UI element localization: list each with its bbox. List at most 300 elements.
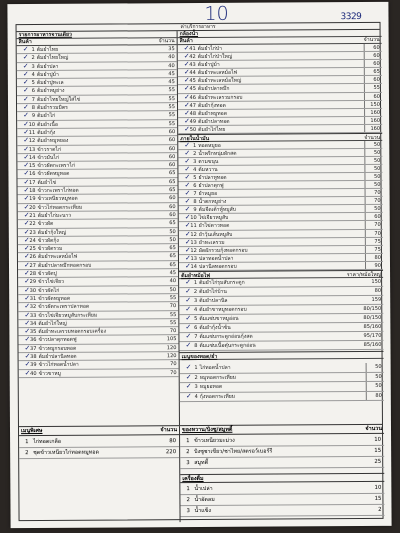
check-mark-icon: ✓ xyxy=(184,157,191,166)
item-number: 12 xyxy=(190,247,197,254)
item-name: ข้าวผัดกุ้ง xyxy=(37,237,59,244)
item-name: ผัดผักรวมกุ้งทอดกรอบ xyxy=(198,247,248,254)
item-price: 50 xyxy=(169,236,176,244)
item-name: น้ำตกหมูย่าง xyxy=(198,199,227,206)
item-number: 4 xyxy=(31,71,35,78)
check-mark-icon: ✓ xyxy=(184,149,191,158)
item-number: 1 xyxy=(193,280,198,287)
item-number: 21 xyxy=(29,212,36,219)
check-mark-icon: ✓ xyxy=(185,323,192,332)
item-number: 22 xyxy=(29,221,36,228)
item-price: 40 xyxy=(169,278,177,285)
item-number: 1 xyxy=(186,486,190,493)
item-number: 30 xyxy=(29,287,37,294)
item-number: 45 xyxy=(189,78,196,85)
item-price: 45 xyxy=(168,71,175,78)
item-name: ต้มยำกุ้งทอด xyxy=(198,102,226,109)
item-number: 8 xyxy=(193,199,197,206)
item-name: ต้มยำปูม้า xyxy=(197,62,220,69)
check-mark-icon: ✓ xyxy=(24,269,30,278)
item-number: 33 xyxy=(29,312,37,319)
item-price: 65 xyxy=(364,68,382,75)
item-price: 70 xyxy=(169,303,177,310)
item-price: 70 xyxy=(365,197,383,204)
check-mark-icon: ✓ xyxy=(23,111,29,120)
item-price: 50 xyxy=(364,181,382,188)
item-name: ต้มยำปูทะเล xyxy=(36,80,64,87)
right-top-list xyxy=(178,44,383,134)
check-mark-icon: ✓ xyxy=(184,221,191,230)
item-name: ข้าวไก่ทอดกระเทียม xyxy=(37,204,83,211)
check-mark-icon: ✓ xyxy=(22,69,29,78)
item-number: 12 xyxy=(28,138,36,145)
item-name: น้ำเปล่า xyxy=(194,485,213,493)
item-price: 35 xyxy=(168,46,175,53)
item-number: 46 xyxy=(189,94,196,101)
check-mark-icon: ✓ xyxy=(185,278,192,287)
item-number: 1 xyxy=(194,365,198,372)
order-form xyxy=(16,22,384,521)
item-number: 3 xyxy=(193,298,198,305)
item-name: ต้มหวาน xyxy=(198,167,218,174)
item-price: 220 xyxy=(165,449,177,456)
item-price: 70 xyxy=(365,189,383,196)
item-name: ข้าวไก่ทอดน้ำปลา xyxy=(38,362,79,369)
check-mark-icon: ✓ xyxy=(23,161,30,170)
item-price: 70 xyxy=(365,221,383,228)
item-number: 11 xyxy=(190,223,197,230)
item-number: 5 xyxy=(194,316,198,323)
item-price: 55 xyxy=(168,95,176,102)
item-number: 13 xyxy=(28,146,36,153)
check-mark-icon: ✓ xyxy=(24,285,31,294)
item-name: ต้มยำไข่ xyxy=(37,179,57,186)
check-mark-icon: ✓ xyxy=(23,260,30,269)
item-price: 159 xyxy=(371,296,382,303)
item-number: 14 xyxy=(28,154,36,161)
item-number: 7 xyxy=(31,96,36,103)
item-price: 60 xyxy=(169,212,176,219)
check-mark-icon: ✓ xyxy=(24,302,31,311)
item-number: 4 xyxy=(194,393,198,400)
item-number: 7 xyxy=(194,334,198,341)
item-name: หมูยอทอด xyxy=(199,383,223,391)
left-section-head: รายการอาหารจานเดียว xyxy=(17,31,177,39)
item-number: 6 xyxy=(193,183,197,190)
item-number: 9 xyxy=(31,113,36,120)
check-mark-icon: ✓ xyxy=(185,382,192,391)
item-number: 47 xyxy=(189,102,197,109)
check-mark-icon: ✓ xyxy=(23,128,30,137)
item-number: 50 xyxy=(189,126,197,133)
item-price: 150 xyxy=(364,101,382,108)
check-mark-icon: ✓ xyxy=(22,45,29,54)
item-number: 1 xyxy=(186,438,190,445)
item-name: ไก่ทอดเกลือ xyxy=(33,438,62,446)
item-name: น้ำพริกหนุ่มผักสด xyxy=(198,150,237,158)
check-mark-icon: ✓ xyxy=(184,141,191,150)
item-number: 2 xyxy=(186,449,190,456)
item-price: 120 xyxy=(166,344,177,351)
item-price: 70 xyxy=(170,369,177,376)
item-price: 65 xyxy=(169,187,176,194)
item-price: 60 xyxy=(364,52,382,59)
item-price: 40 xyxy=(168,54,175,61)
item-price: 160 xyxy=(364,125,382,132)
item-price: 80/150 xyxy=(363,314,382,321)
item-number: 2 xyxy=(194,374,198,381)
item-price: 160 xyxy=(364,109,382,116)
item-price: 25 xyxy=(374,458,382,465)
item-name: ไข่เจียวหมูสับ xyxy=(198,215,229,222)
item-number: 25 xyxy=(29,246,36,253)
item-price: 75 xyxy=(365,237,383,244)
item-name: ต้มยำไก่รุมสับกระดูก xyxy=(199,279,245,287)
item-number: 6 xyxy=(31,88,35,95)
item-number: 4 xyxy=(193,167,197,174)
item-name: ข้าวไข่เจียวหมูสับกระเทียม xyxy=(38,312,98,319)
bottom-row xyxy=(180,505,384,517)
item-number: 1 xyxy=(193,143,197,150)
check-mark-icon: ✓ xyxy=(184,116,191,125)
item-price: 65 xyxy=(168,178,176,185)
right-top-head: กล้องน้ำ xyxy=(178,30,382,38)
check-mark-icon: ✓ xyxy=(23,210,30,220)
item-name: ต้มยำไก่ xyxy=(37,113,56,120)
item-price: 60 xyxy=(364,60,382,67)
check-mark-icon: ✓ xyxy=(184,229,191,238)
item-name: ต้มยำปลาหมึกทอดกรอบ xyxy=(37,262,92,269)
check-mark-icon: ✓ xyxy=(23,177,30,186)
check-mark-icon: ✓ xyxy=(23,194,30,203)
item-name: ตามขนุน xyxy=(198,158,219,166)
item-number: 28 xyxy=(29,271,37,278)
check-mark-icon: ✓ xyxy=(184,189,191,198)
item-name: ต้มยำรวมมิตร xyxy=(37,104,68,112)
item-price: 70 xyxy=(365,229,383,236)
right-top-subhead: สินค้า จำนวน xyxy=(178,37,382,45)
item-price: 160 xyxy=(364,117,382,124)
item-price: 55 xyxy=(169,319,177,326)
item-price: 120 xyxy=(166,353,177,360)
bottom-left-head: เมนูพิเศษ จำนวน xyxy=(19,426,179,436)
bottom-row xyxy=(180,457,384,469)
item-number: 2 xyxy=(31,55,35,62)
check-mark-icon: ✓ xyxy=(23,219,30,228)
item-name: ต้มแซ่บเนื้อตุ๋นกระดูกอ่อน xyxy=(199,342,256,350)
check-mark-icon: ✓ xyxy=(185,287,192,296)
item-number: 41 xyxy=(189,46,196,53)
item-price: 60 xyxy=(168,162,176,169)
check-mark-icon: ✓ xyxy=(185,332,192,341)
item-name: ข้าวปลาดุกทอดฟู xyxy=(38,337,77,344)
check-mark-icon: ✓ xyxy=(183,52,190,61)
item-price: 60 xyxy=(169,195,176,202)
item-price: 45 xyxy=(168,79,175,86)
check-mark-icon: ✓ xyxy=(22,94,29,103)
left-item-list xyxy=(17,45,179,378)
check-mark-icon: ✓ xyxy=(24,293,31,302)
item-number: 42 xyxy=(189,54,196,61)
item-number: 27 xyxy=(29,262,37,269)
check-mark-icon: ✓ xyxy=(185,305,192,314)
check-mark-icon: ✓ xyxy=(185,363,192,372)
item-name: ต้มยำทะเลหม้อใหญ่ xyxy=(197,78,242,85)
item-number: 3 xyxy=(31,63,35,70)
item-number: 13 xyxy=(190,255,197,262)
item-name: ต้มยำไก่ไทย xyxy=(198,126,226,133)
item-name: ต้มยำไก่ใหญ่ xyxy=(38,320,67,327)
item-name: ต้มยำไทยใหญ่ใส่ไข่ xyxy=(36,96,81,103)
item-number: 1 xyxy=(25,439,29,446)
item-price: 60 xyxy=(365,213,383,220)
item-name: ข้าวผัดปู xyxy=(38,270,57,278)
item-number: 49 xyxy=(189,118,197,125)
check-mark-icon: ✓ xyxy=(24,368,31,377)
item-name: ต้มยำปลานิล xyxy=(199,297,228,305)
item-number: 34 xyxy=(29,320,37,327)
menu-row xyxy=(19,369,179,378)
item-name: ต้มยำปลาทอด xyxy=(198,118,230,125)
item-name: ข้าวหมูกรอบทอด xyxy=(38,345,77,352)
right-drinks-head: ภายในน้ำมัน จำนวน xyxy=(178,133,382,142)
check-mark-icon: ✓ xyxy=(183,76,190,85)
item-price: 10 xyxy=(374,484,382,491)
item-price: 50 xyxy=(366,372,384,381)
item-number: 39 xyxy=(30,362,37,369)
item-number: 36 xyxy=(29,337,37,344)
item-number: 7 xyxy=(193,191,197,198)
check-mark-icon: ✓ xyxy=(22,53,29,62)
menu-row xyxy=(180,391,384,402)
right-promo-list xyxy=(179,278,383,351)
check-mark-icon: ✓ xyxy=(24,360,31,369)
item-number: 38 xyxy=(30,353,37,361)
check-mark-icon: ✓ xyxy=(184,213,191,222)
item-number: 35 xyxy=(29,329,37,336)
item-price: 50 xyxy=(364,157,382,164)
item-name: สมูทตี้ xyxy=(194,459,209,467)
item-name: ต้มยำไก่มะนาว xyxy=(37,212,72,219)
item-name: ต้มยำไก่ป่าใหญ่ xyxy=(197,53,233,61)
check-mark-icon: ✓ xyxy=(24,352,31,361)
item-price: 105 xyxy=(166,336,177,343)
item-number: 29 xyxy=(29,279,37,286)
check-mark-icon: ✓ xyxy=(183,84,190,93)
check-mark-icon: ✓ xyxy=(22,86,29,95)
item-price: 40 xyxy=(168,62,175,69)
item-name: ต้มจืดเต้าหู้หมูสับ xyxy=(198,207,236,214)
item-price: 15 xyxy=(374,447,382,454)
item-price: 55 xyxy=(168,112,176,119)
item-number: 15 xyxy=(28,163,36,170)
check-mark-icon: ✓ xyxy=(24,318,31,327)
check-mark-icon: ✓ xyxy=(184,197,191,206)
item-name: ข้าวมันไก่ xyxy=(37,154,60,161)
item-name: ต้มยำไก่ป่า xyxy=(197,45,222,53)
item-number: 3 xyxy=(186,460,190,467)
item-name: บิงซูชาเขียว/ชาไทย/สตรอว์เบอร์รี xyxy=(194,448,273,456)
check-mark-icon: ✓ xyxy=(23,227,30,236)
item-number: 6 xyxy=(194,325,198,332)
item-number: 20 xyxy=(29,204,36,211)
check-mark-icon: ✓ xyxy=(184,108,190,117)
item-number: 31 xyxy=(29,295,37,302)
item-name: ข้าวไข่เจียว xyxy=(38,279,64,286)
item-name: กุ้งทอดกระเทียม xyxy=(199,393,236,400)
item-number: 10 xyxy=(190,215,197,222)
item-name: ต้มยำกุ้ง xyxy=(37,129,56,136)
item-number: 23 xyxy=(29,229,36,236)
item-price: 50 xyxy=(169,286,177,293)
item-price: 60 xyxy=(364,76,382,83)
item-price: 45 xyxy=(169,270,177,277)
item-number: 45 xyxy=(189,86,196,93)
item-name: ต้มยำไทยใหญ่ xyxy=(36,55,69,62)
item-name: น้ำอัดลม xyxy=(194,496,215,504)
item-number: 2 xyxy=(25,450,29,457)
item-price: 50 xyxy=(364,165,382,172)
check-mark-icon: ✓ xyxy=(24,277,30,286)
item-price: 55 xyxy=(168,104,176,111)
check-mark-icon: ✓ xyxy=(185,296,192,305)
item-price: 55 xyxy=(169,295,177,302)
item-name: ต้มยำปลา xyxy=(36,63,59,70)
item-number: 5 xyxy=(193,175,197,182)
item-price: 95/170 xyxy=(363,332,382,339)
item-number: 12 xyxy=(190,231,197,238)
item-number: 3 xyxy=(193,159,197,166)
item-number: 40 xyxy=(30,370,37,377)
item-name: ต้มยำเนื้อ xyxy=(37,121,58,128)
check-mark-icon: ✓ xyxy=(183,44,190,53)
check-mark-icon: ✓ xyxy=(22,61,29,70)
check-mark-icon: ✓ xyxy=(23,244,30,253)
check-mark-icon: ✓ xyxy=(183,68,190,77)
item-name: ข้าวผัดหมูทอด xyxy=(37,171,70,178)
check-mark-icon: ✓ xyxy=(23,152,30,161)
item-number: 16 xyxy=(28,171,36,178)
check-mark-icon: ✓ xyxy=(185,341,192,350)
check-mark-icon: ✓ xyxy=(23,186,30,195)
check-mark-icon: ✓ xyxy=(184,253,191,262)
item-price: 85/160 xyxy=(363,341,382,348)
item-name: ข้าวผัดรวม xyxy=(37,245,63,253)
item-number: 44 xyxy=(189,70,196,77)
menu-row xyxy=(179,341,383,351)
item-price: 50 xyxy=(366,382,384,391)
check-mark-icon: ✓ xyxy=(184,245,191,254)
item-name: ข้าวผัด xyxy=(37,221,54,228)
item-price: 50 xyxy=(364,173,382,180)
item-number: 3 xyxy=(186,508,190,515)
item-price: 65 xyxy=(169,220,176,227)
check-mark-icon: ✓ xyxy=(23,136,30,145)
item-price: 50 xyxy=(169,228,176,235)
item-number: 24 xyxy=(29,237,36,244)
check-mark-icon: ✓ xyxy=(23,144,30,153)
item-number: 43 xyxy=(189,62,196,69)
item-price: 70 xyxy=(170,361,177,368)
item-price: 50 xyxy=(364,141,382,148)
check-mark-icon: ✓ xyxy=(23,252,30,261)
item-name: ต้มยำขาหมูทอดกรอบ xyxy=(199,306,247,314)
item-number: 14 xyxy=(190,263,198,270)
item-number: 4 xyxy=(194,307,198,314)
item-name: ยำปลาดุกฟู xyxy=(198,183,224,190)
item-number: 9 xyxy=(193,207,197,214)
item-number: 37 xyxy=(30,345,37,352)
item-price: 90 xyxy=(365,262,383,269)
check-mark-icon: ✓ xyxy=(23,119,30,128)
item-name: ต้มยำทะเลรวมกรอบ xyxy=(197,94,243,101)
item-name: ข้าวเหนียวหมูทอด xyxy=(37,196,78,203)
item-name: ต้มยำหมูย่าง xyxy=(36,88,65,95)
item-price: 80 xyxy=(374,287,382,294)
item-price: 85/160 xyxy=(363,323,382,330)
item-price: 75 xyxy=(365,245,383,252)
check-mark-icon: ✓ xyxy=(183,100,190,109)
item-name: ต้มยำทะเลหม้อไฟ xyxy=(197,70,238,77)
item-name: ยำปลาทูทอด xyxy=(198,175,227,182)
item-number: 2 xyxy=(193,289,198,296)
item-price: 60 xyxy=(364,92,382,99)
item-name: ข้าวผัดกะเพราไก่ xyxy=(37,162,76,170)
item-price: 60 xyxy=(168,129,176,136)
item-name: ข้าวผัดหมูทอด xyxy=(38,295,71,302)
item-price: 60 xyxy=(169,203,176,210)
item-name: ต้มยำทะเลหม้อไฟ xyxy=(37,254,78,261)
right-column xyxy=(178,30,384,425)
item-number: 8 xyxy=(31,105,36,112)
check-mark-icon: ✓ xyxy=(185,314,192,323)
item-name: ต้มยำปลาหมึก xyxy=(197,86,230,93)
check-mark-icon: ✓ xyxy=(23,169,30,178)
item-number: 5 xyxy=(31,80,35,87)
check-mark-icon: ✓ xyxy=(23,235,30,244)
bottom-left-panel xyxy=(19,426,181,523)
item-number: 11 xyxy=(28,129,36,137)
item-name: ยำทะเลรวม xyxy=(198,239,225,246)
item-name: ข้าวเหนียวมะม่วง xyxy=(194,437,235,445)
item-price: 55 xyxy=(364,84,382,91)
item-price: 80 xyxy=(365,254,383,261)
item-price: 55 xyxy=(168,87,175,94)
item-number: 19 xyxy=(29,196,36,203)
item-price: 60 xyxy=(168,137,176,144)
item-number: 17 xyxy=(28,179,36,186)
bottom-right-panel xyxy=(180,425,385,522)
item-name: ต้มยำกุ้งใหญ่ xyxy=(37,229,67,236)
item-number: 3 xyxy=(194,384,198,391)
item-price: 50 xyxy=(366,363,384,372)
item-name: ต้มยำหมูหยอง xyxy=(37,138,69,145)
item-name: ปลาทอดน้ำปลา xyxy=(198,255,234,262)
item-name: ข้าวผัดกะเพราปลาทอด xyxy=(38,303,90,311)
check-mark-icon: ✓ xyxy=(183,60,190,69)
check-mark-icon: ✓ xyxy=(24,335,31,344)
item-price: 55 xyxy=(169,311,177,318)
item-name: ยำหมูยอ xyxy=(198,191,218,198)
check-mark-icon: ✓ xyxy=(184,261,191,270)
item-name: ต้มแซ่บขาหมูอ่อน xyxy=(199,315,239,323)
check-mark-icon: ✓ xyxy=(184,205,191,214)
item-price: 2 xyxy=(378,506,382,513)
item-number: 48 xyxy=(189,110,197,117)
item-price: 80 xyxy=(169,438,177,445)
item-price: 55 xyxy=(168,120,176,127)
item-price: 80 xyxy=(366,391,384,400)
